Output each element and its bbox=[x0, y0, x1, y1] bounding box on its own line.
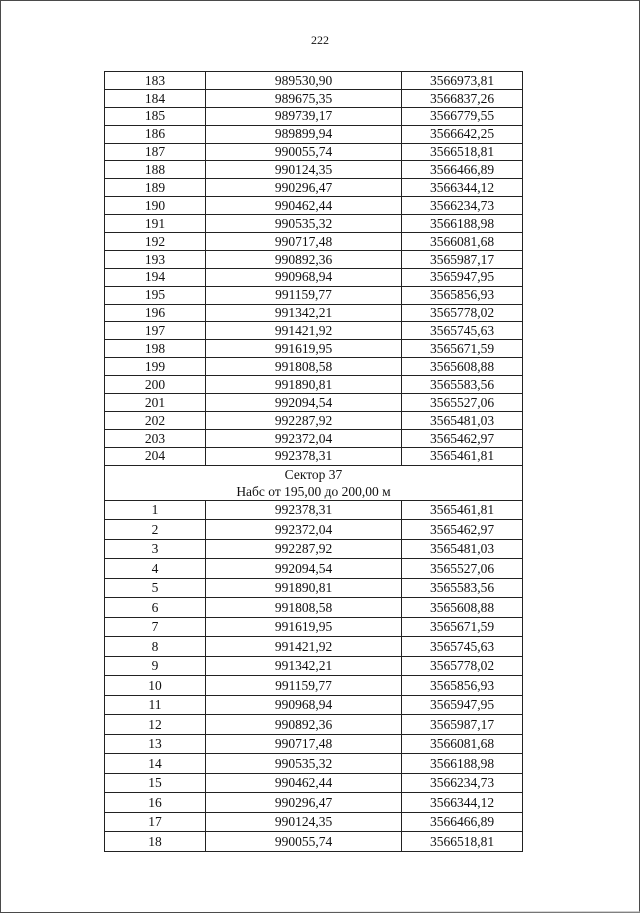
x-coordinate-cell: 992287,92 bbox=[206, 539, 402, 559]
point-number-cell: 18 bbox=[105, 832, 206, 852]
x-coordinate-cell: 989739,17 bbox=[206, 107, 402, 125]
table-row bbox=[105, 72, 523, 90]
y-coordinate-cell: 3566188,98 bbox=[402, 215, 523, 233]
x-coordinate-cell: 989530,90 bbox=[206, 72, 402, 90]
y-coordinate-cell: 3565987,17 bbox=[402, 250, 523, 268]
table-row bbox=[105, 161, 523, 179]
x-coordinate-cell: 990124,35 bbox=[206, 161, 402, 179]
table-row bbox=[105, 656, 523, 676]
x-coordinate-cell: 990296,47 bbox=[206, 793, 402, 813]
x-coordinate-cell: 990296,47 bbox=[206, 179, 402, 197]
x-coordinate-cell: 990462,44 bbox=[206, 773, 402, 793]
x-coordinate-cell: 992372,04 bbox=[206, 520, 402, 540]
table-row bbox=[105, 250, 523, 268]
point-number-cell: 204 bbox=[105, 447, 206, 465]
x-coordinate-cell: 990968,94 bbox=[206, 268, 402, 286]
point-number-cell: 6 bbox=[105, 598, 206, 618]
table-row bbox=[105, 812, 523, 832]
table-row bbox=[105, 340, 523, 358]
x-coordinate-cell: 991159,77 bbox=[206, 286, 402, 304]
table-row bbox=[105, 520, 523, 540]
y-coordinate-cell: 3566779,55 bbox=[402, 107, 523, 125]
sector-header-row bbox=[105, 465, 523, 500]
x-coordinate-cell: 990055,74 bbox=[206, 832, 402, 852]
x-coordinate-cell: 992094,54 bbox=[206, 394, 402, 412]
x-coordinate-cell: 992287,92 bbox=[206, 411, 402, 429]
y-coordinate-cell: 3566518,81 bbox=[402, 832, 523, 852]
table-row bbox=[105, 322, 523, 340]
point-number-cell: 192 bbox=[105, 233, 206, 251]
point-number-cell: 193 bbox=[105, 250, 206, 268]
y-coordinate-cell: 3566466,89 bbox=[402, 161, 523, 179]
y-coordinate-cell: 3565461,81 bbox=[402, 447, 523, 465]
table-row bbox=[105, 215, 523, 233]
y-coordinate-cell: 3565987,17 bbox=[402, 715, 523, 735]
x-coordinate-cell: 990968,94 bbox=[206, 695, 402, 715]
point-number-cell: 196 bbox=[105, 304, 206, 322]
table-row bbox=[105, 304, 523, 322]
x-coordinate-cell: 991342,21 bbox=[206, 304, 402, 322]
table-row bbox=[105, 734, 523, 754]
y-coordinate-cell: 3565583,56 bbox=[402, 578, 523, 598]
y-coordinate-cell: 3565671,59 bbox=[402, 617, 523, 637]
point-number-cell: 197 bbox=[105, 322, 206, 340]
table-row bbox=[105, 832, 523, 852]
point-number-cell: 186 bbox=[105, 125, 206, 143]
point-number-cell: 9 bbox=[105, 656, 206, 676]
point-number-cell: 201 bbox=[105, 394, 206, 412]
y-coordinate-cell: 3565462,97 bbox=[402, 429, 523, 447]
x-coordinate-cell: 989899,94 bbox=[206, 125, 402, 143]
y-coordinate-cell: 3566518,81 bbox=[402, 143, 523, 161]
y-coordinate-cell: 3565462,97 bbox=[402, 520, 523, 540]
point-number-cell: 194 bbox=[105, 268, 206, 286]
table-row bbox=[105, 376, 523, 394]
table-row bbox=[105, 89, 523, 107]
table-row bbox=[105, 754, 523, 774]
x-coordinate-cell: 991421,92 bbox=[206, 637, 402, 657]
y-coordinate-cell: 3566081,68 bbox=[402, 233, 523, 251]
sector-subtitle: Набс от 195,00 до 200,00 м bbox=[236, 483, 391, 499]
table-row bbox=[105, 268, 523, 286]
y-coordinate-cell: 3565947,95 bbox=[402, 268, 523, 286]
y-coordinate-cell: 3565778,02 bbox=[402, 304, 523, 322]
y-coordinate-cell: 3566234,73 bbox=[402, 197, 523, 215]
y-coordinate-cell: 3565778,02 bbox=[402, 656, 523, 676]
y-coordinate-cell: 3565947,95 bbox=[402, 695, 523, 715]
x-coordinate-cell: 991808,58 bbox=[206, 358, 402, 376]
table-row bbox=[105, 125, 523, 143]
point-number-cell: 3 bbox=[105, 539, 206, 559]
table-row bbox=[105, 773, 523, 793]
y-coordinate-cell: 3565583,56 bbox=[402, 376, 523, 394]
x-coordinate-cell: 990055,74 bbox=[206, 143, 402, 161]
x-coordinate-cell: 991619,95 bbox=[206, 617, 402, 637]
x-coordinate-cell: 991342,21 bbox=[206, 656, 402, 676]
point-number-cell: 12 bbox=[105, 715, 206, 735]
point-number-cell: 199 bbox=[105, 358, 206, 376]
point-number-cell: 188 bbox=[105, 161, 206, 179]
point-number-cell: 190 bbox=[105, 197, 206, 215]
table-row bbox=[105, 500, 523, 520]
x-coordinate-cell: 991159,77 bbox=[206, 676, 402, 696]
first-block bbox=[105, 72, 523, 466]
x-coordinate-cell: 991808,58 bbox=[206, 598, 402, 618]
table-row bbox=[105, 539, 523, 559]
x-coordinate-cell: 992094,54 bbox=[206, 559, 402, 579]
point-number-cell: 195 bbox=[105, 286, 206, 304]
y-coordinate-cell: 3565856,93 bbox=[402, 676, 523, 696]
point-number-cell: 185 bbox=[105, 107, 206, 125]
table-row bbox=[105, 411, 523, 429]
table-row bbox=[105, 286, 523, 304]
y-coordinate-cell: 3565608,88 bbox=[402, 598, 523, 618]
point-number-cell: 17 bbox=[105, 812, 206, 832]
point-number-cell: 15 bbox=[105, 773, 206, 793]
table-row bbox=[105, 715, 523, 735]
x-coordinate-cell: 992372,04 bbox=[206, 429, 402, 447]
table-row bbox=[105, 233, 523, 251]
point-number-cell: 13 bbox=[105, 734, 206, 754]
point-number-cell: 183 bbox=[105, 72, 206, 90]
table-row bbox=[105, 197, 523, 215]
y-coordinate-cell: 3565461,81 bbox=[402, 500, 523, 520]
y-coordinate-cell: 3566188,98 bbox=[402, 754, 523, 774]
y-coordinate-cell: 3565608,88 bbox=[402, 358, 523, 376]
point-number-cell: 4 bbox=[105, 559, 206, 579]
page-number: 222 bbox=[311, 33, 329, 47]
second-block bbox=[105, 500, 523, 851]
point-number-cell: 2 bbox=[105, 520, 206, 540]
x-coordinate-cell: 991619,95 bbox=[206, 340, 402, 358]
table-row bbox=[105, 637, 523, 657]
point-number-cell: 189 bbox=[105, 179, 206, 197]
y-coordinate-cell: 3565745,63 bbox=[402, 322, 523, 340]
sector-title: Сектор 37 bbox=[284, 466, 343, 482]
y-coordinate-cell: 3565527,06 bbox=[402, 394, 523, 412]
x-coordinate-cell: 990717,48 bbox=[206, 233, 402, 251]
y-coordinate-cell: 3566344,12 bbox=[402, 793, 523, 813]
x-coordinate-cell: 990462,44 bbox=[206, 197, 402, 215]
point-number-cell: 200 bbox=[105, 376, 206, 394]
y-coordinate-cell: 3566973,81 bbox=[402, 72, 523, 90]
sector-header-block bbox=[105, 465, 523, 500]
x-coordinate-cell: 990124,35 bbox=[206, 812, 402, 832]
y-coordinate-cell: 3565671,59 bbox=[402, 340, 523, 358]
point-number-cell: 7 bbox=[105, 617, 206, 637]
table-row bbox=[105, 695, 523, 715]
x-coordinate-cell: 990892,36 bbox=[206, 715, 402, 735]
table-row bbox=[105, 107, 523, 125]
x-coordinate-cell: 992378,31 bbox=[206, 500, 402, 520]
x-coordinate-cell: 991890,81 bbox=[206, 376, 402, 394]
y-coordinate-cell: 3566234,73 bbox=[402, 773, 523, 793]
y-coordinate-cell: 3565856,93 bbox=[402, 286, 523, 304]
point-number-cell: 202 bbox=[105, 411, 206, 429]
table-row bbox=[105, 447, 523, 465]
table-row bbox=[105, 793, 523, 813]
table-row bbox=[105, 559, 523, 579]
y-coordinate-cell: 3566081,68 bbox=[402, 734, 523, 754]
point-number-cell: 5 bbox=[105, 578, 206, 598]
y-coordinate-cell: 3565527,06 bbox=[402, 559, 523, 579]
y-coordinate-cell: 3566642,25 bbox=[402, 125, 523, 143]
point-number-cell: 203 bbox=[105, 429, 206, 447]
table-row bbox=[105, 617, 523, 637]
x-coordinate-cell: 989675,35 bbox=[206, 89, 402, 107]
point-number-cell: 11 bbox=[105, 695, 206, 715]
x-coordinate-cell: 991421,92 bbox=[206, 322, 402, 340]
x-coordinate-cell: 990892,36 bbox=[206, 250, 402, 268]
x-coordinate-cell: 992378,31 bbox=[206, 447, 402, 465]
table-row bbox=[105, 429, 523, 447]
table-row bbox=[105, 598, 523, 618]
coordinates-table bbox=[104, 71, 523, 852]
sector-header-cell bbox=[105, 465, 523, 500]
point-number-cell: 1 bbox=[105, 500, 206, 520]
y-coordinate-cell: 3565745,63 bbox=[402, 637, 523, 657]
point-number-cell: 10 bbox=[105, 676, 206, 696]
y-coordinate-cell: 3565481,03 bbox=[402, 539, 523, 559]
point-number-cell: 198 bbox=[105, 340, 206, 358]
table-row bbox=[105, 676, 523, 696]
point-number-cell: 187 bbox=[105, 143, 206, 161]
y-coordinate-cell: 3565481,03 bbox=[402, 411, 523, 429]
point-number-cell: 8 bbox=[105, 637, 206, 657]
point-number-cell: 16 bbox=[105, 793, 206, 813]
table-row bbox=[105, 143, 523, 161]
y-coordinate-cell: 3566466,89 bbox=[402, 812, 523, 832]
y-coordinate-cell: 3566837,26 bbox=[402, 89, 523, 107]
x-coordinate-cell: 990717,48 bbox=[206, 734, 402, 754]
table-row bbox=[105, 179, 523, 197]
point-number-cell: 184 bbox=[105, 89, 206, 107]
point-number-cell: 191 bbox=[105, 215, 206, 233]
point-number-cell: 14 bbox=[105, 754, 206, 774]
table-row bbox=[105, 394, 523, 412]
table-row bbox=[105, 578, 523, 598]
x-coordinate-cell: 991890,81 bbox=[206, 578, 402, 598]
x-coordinate-cell: 990535,32 bbox=[206, 754, 402, 774]
table-row bbox=[105, 358, 523, 376]
x-coordinate-cell: 990535,32 bbox=[206, 215, 402, 233]
y-coordinate-cell: 3566344,12 bbox=[402, 179, 523, 197]
